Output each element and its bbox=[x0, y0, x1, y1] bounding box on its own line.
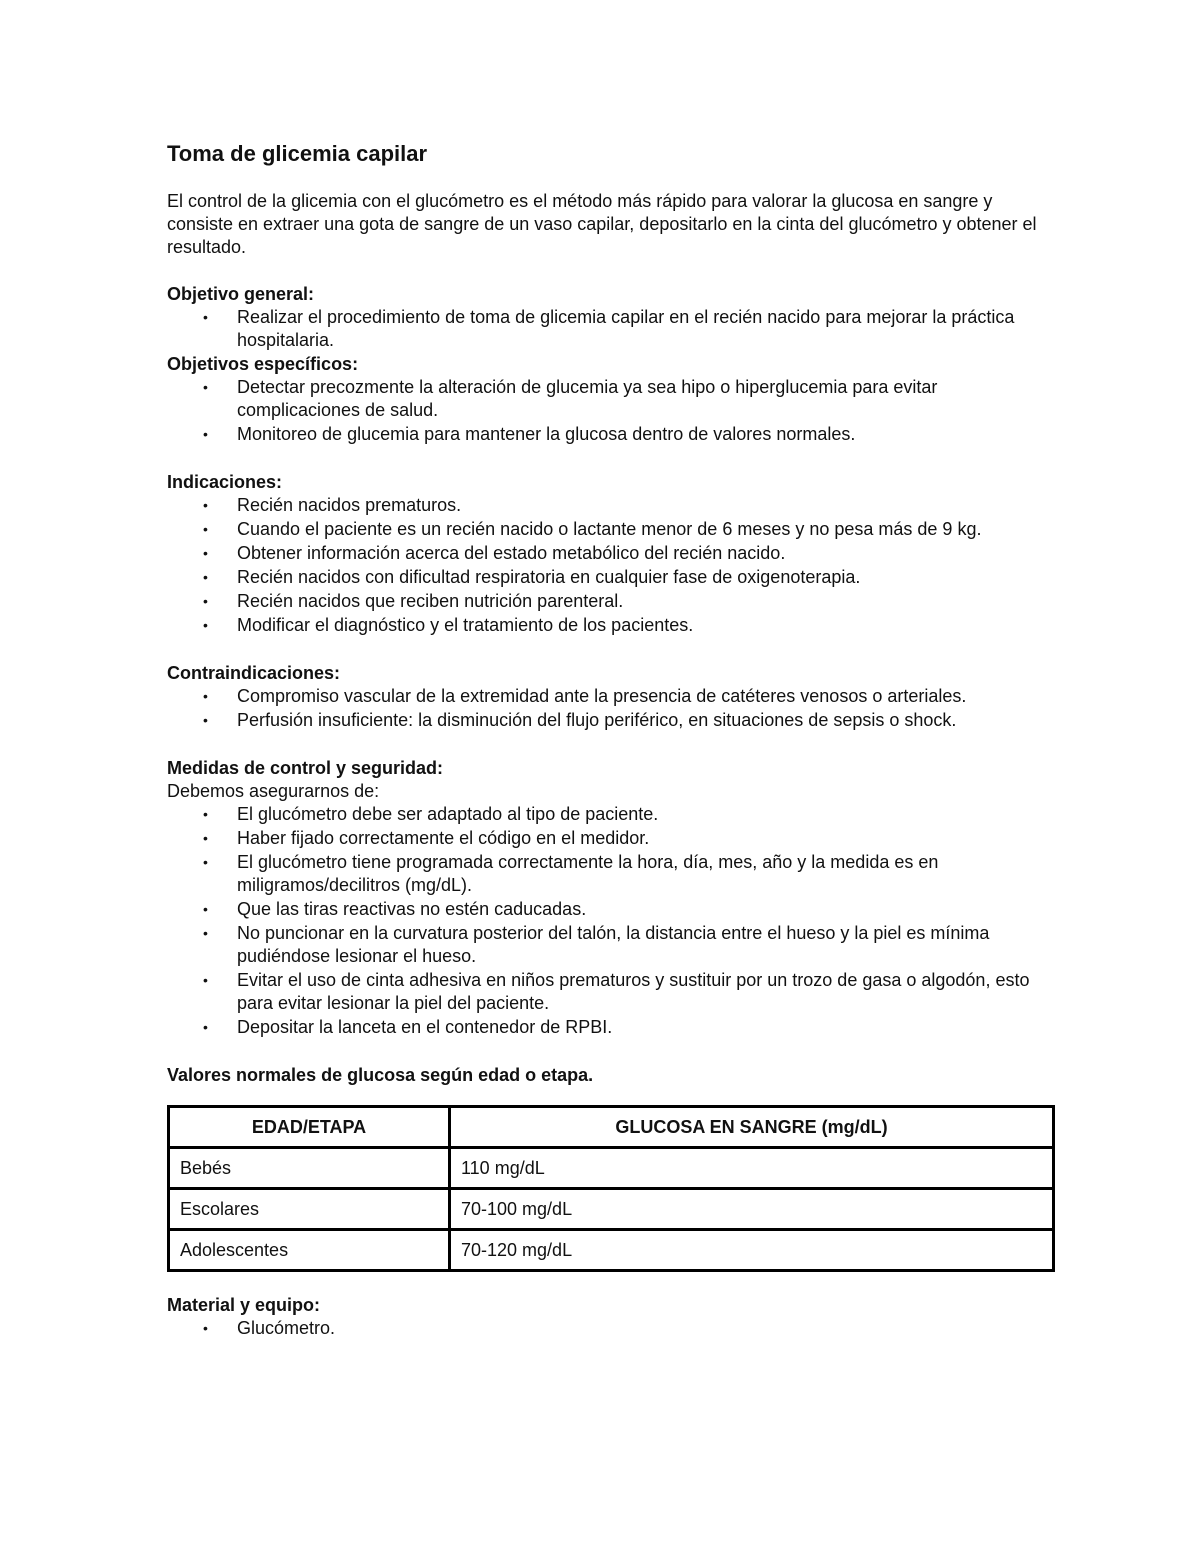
bullet-icon: • bbox=[203, 309, 208, 325]
list-item: • El glucómetro tiene programada correctamente la hora, día, mes, año y la medida es en miligramos/decilitros (mg/dL). bbox=[203, 852, 939, 895]
objetivos-especificos-list bbox=[167, 376, 1057, 446]
bullet-icon: • bbox=[203, 497, 208, 513]
list-item: • Recién nacidos con dificultad respiratoria en cualquier fase de oxigenoterapia. bbox=[203, 567, 861, 587]
spacer bbox=[167, 447, 1057, 471]
table-cell: 70-120 mg/dL bbox=[450, 1230, 1054, 1271]
list-item: • Compromiso vascular de la extremidad ante la presencia de catéteres venosos o arteriales. bbox=[203, 686, 967, 706]
bullet-icon: • bbox=[203, 712, 208, 728]
list-item: • Detectar precozmente la alteración de glucemia ya sea hipo o hiperglucemia para evitar complicaciones de salud. bbox=[203, 377, 938, 420]
list-item: • Depositar la lanceta en el contenedor de RPBI. bbox=[203, 1017, 613, 1037]
bullet-icon: • bbox=[203, 593, 208, 609]
indicaciones-list bbox=[167, 494, 1057, 637]
list-item: • Recién nacidos que reciben nutrición parenteral. bbox=[203, 591, 624, 611]
bullet-icon: • bbox=[203, 854, 208, 870]
bullet-icon: • bbox=[203, 1320, 208, 1336]
bullet-icon: • bbox=[203, 925, 208, 941]
list-item: • Perfusión insuficiente: la disminución del flujo periférico, en situaciones de sepsis o shock. bbox=[203, 710, 957, 730]
list-item: • Monitoreo de glucemia para mantener la glucosa dentro de valores normales. bbox=[203, 424, 856, 444]
objetivos-especificos-heading: Objetivos específicos: bbox=[167, 354, 359, 374]
intro-paragraph: El control de la glicemia con el glucómetro es el método más rápido para valorar la glucosa en sangre y consiste en extraer una gota de sangre de un vaso capilar, depositarlo en la cinta del glucómetro y obtener el resultado. bbox=[167, 191, 1037, 257]
material-heading: Material y equipo: bbox=[167, 1295, 321, 1315]
list-item: • Glucómetro. bbox=[203, 1318, 336, 1338]
list-item: • Que las tiras reactivas no estén caducadas. bbox=[203, 899, 587, 919]
medidas-list bbox=[167, 803, 1057, 1039]
table-header-row bbox=[169, 1107, 1054, 1148]
bullet-icon: • bbox=[203, 688, 208, 704]
bullet-icon: • bbox=[203, 1019, 208, 1035]
table-cell: Adolescentes bbox=[169, 1230, 450, 1271]
table-header-cell: EDAD/ETAPA bbox=[169, 1107, 450, 1148]
bullet-icon: • bbox=[203, 545, 208, 561]
list-item: • Haber fijado correctamente el código en el medidor. bbox=[203, 828, 650, 848]
table-header-cell: GLUCOSA EN SANGRE (mg/dL) bbox=[450, 1107, 1054, 1148]
document-page bbox=[167, 140, 1057, 1341]
list-item: • Realizar el procedimiento de toma de glicemia capilar en el recién nacido para mejorar la práctica hospitalaria. bbox=[203, 307, 1015, 350]
table-row bbox=[169, 1189, 1054, 1230]
spacer bbox=[167, 638, 1057, 662]
bullet-icon: • bbox=[203, 806, 208, 822]
table-cell: Escolares bbox=[169, 1189, 450, 1230]
list-item: • Cuando el paciente es un recién nacido o lactante menor de 6 meses y no pesa más de 9 kg. bbox=[203, 519, 982, 539]
objetivo-general-heading: Objetivo general: bbox=[167, 284, 315, 304]
list-item: • El glucómetro debe ser adaptado al tipo de paciente. bbox=[203, 804, 659, 824]
spacer bbox=[167, 733, 1057, 757]
spacer bbox=[167, 259, 1057, 283]
objetivo-general-list bbox=[167, 306, 1057, 352]
list-item: • Recién nacidos prematuros. bbox=[203, 495, 462, 515]
list-item: • Obtener información acerca del estado metabólico del recién nacido. bbox=[203, 543, 786, 563]
table-row bbox=[169, 1230, 1054, 1271]
contraindicaciones-list bbox=[167, 685, 1057, 732]
bullet-icon: • bbox=[203, 972, 208, 988]
document-title: Toma de glicemia capilar bbox=[167, 141, 428, 166]
bullet-icon: • bbox=[203, 830, 208, 846]
medidas-heading: Medidas de control y seguridad: bbox=[167, 758, 444, 778]
table-cell: Bebés bbox=[169, 1148, 450, 1189]
list-item: • Modificar el diagnóstico y el tratamiento de los pacientes. bbox=[203, 615, 694, 635]
table-cell: 70-100 mg/dL bbox=[450, 1189, 1054, 1230]
bullet-icon: • bbox=[203, 569, 208, 585]
material-list bbox=[167, 1317, 1057, 1340]
table-row bbox=[169, 1148, 1054, 1189]
medidas-lead: Debemos asegurarnos de: bbox=[167, 781, 380, 801]
bullet-icon: • bbox=[203, 426, 208, 442]
table-cell: 110 mg/dL bbox=[450, 1148, 1054, 1189]
glucose-values-table bbox=[167, 1105, 1055, 1272]
list-item: • Evitar el uso de cinta adhesiva en niños prematuros y sustituir por un trozo de gasa o algodón, esto para evitar lesionar la piel del paciente. bbox=[203, 970, 1030, 1013]
spacer bbox=[167, 1040, 1057, 1064]
valores-heading: Valores normales de glucosa según edad o etapa. bbox=[167, 1065, 594, 1085]
bullet-icon: • bbox=[203, 901, 208, 917]
bullet-icon: • bbox=[203, 379, 208, 395]
bullet-icon: • bbox=[203, 617, 208, 633]
bullet-icon: • bbox=[203, 521, 208, 537]
indicaciones-heading: Indicaciones: bbox=[167, 472, 283, 492]
contraindicaciones-heading: Contraindicaciones: bbox=[167, 663, 341, 683]
list-item: • No puncionar en la curvatura posterior del talón, la distancia entre el hueso y la piel es mínima pudiéndose lesionar el hueso. bbox=[203, 923, 990, 966]
